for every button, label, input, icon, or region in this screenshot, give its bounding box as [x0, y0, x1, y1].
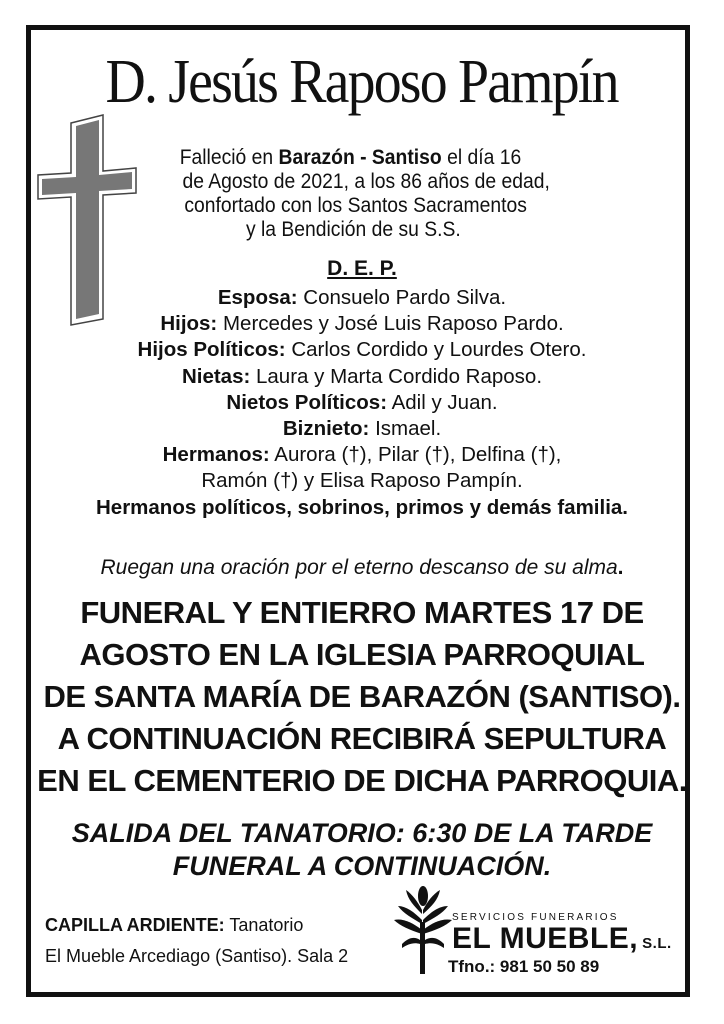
intro-date-age: de Agosto de 2021, a los 86 años de edad, — [182, 170, 550, 193]
funeral-follows: FUNERAL A CONTINUACIÓN. — [172, 851, 552, 881]
departure-time: SALIDA DEL TANATORIO: 6:30 DE LA TARDE — [71, 818, 653, 848]
dep-heading: D. E. P. — [327, 257, 397, 280]
logo-brand: EL MUEBLE, S.L. — [452, 922, 672, 955]
intro-text: Falleció en — [179, 146, 279, 169]
funeral-line: A CONTINUACIÓN RECIBIRÁ SEPULTURA — [57, 721, 667, 756]
funeral-details — [0, 592, 724, 802]
family-biznieto: Biznieto: Ismael. — [282, 417, 442, 441]
family-hermanos-cont: Ramón (†) y Elisa Raposo Pampín. — [201, 469, 523, 493]
chapel-label: CAPILLA ARDIENTE: — [45, 915, 225, 935]
death-announcement — [165, 146, 570, 242]
departure-info — [0, 817, 724, 883]
chapel-value: Tanatorio — [224, 915, 304, 935]
place-of-death: Barazón - Santiso — [278, 146, 442, 169]
family-hijos-politicos: Hijos Políticos: Carlos Cordido y Lourdes Otero. — [137, 338, 587, 362]
funeral-home-logo — [388, 882, 672, 982]
family-demas: Hermanos políticos, sobrinos, primos y demás familia. — [95, 495, 628, 519]
prayer-request: Ruegan una oración por el eterno descanso de su alma. — [100, 556, 624, 579]
family-nietas: Nietas: Laura y Marta Cordido Raposo. — [181, 364, 543, 388]
logo-phone: Tfno.: 981 50 50 89 — [448, 957, 600, 976]
intro-sacraments: confortado con los Santos Sacramentos — [184, 194, 527, 217]
chapel-location: El Mueble Arcediago (Santiso). Sala 2 — [45, 946, 349, 966]
family-nietos-politicos: Nietos Políticos: Adil y Juan. — [226, 390, 498, 414]
family-esposa: Esposa: Consuelo Pardo Silva. — [217, 286, 507, 309]
family-hermanos: Hermanos: Aurora (†), Pilar (†), Delfina (†), — [162, 443, 562, 467]
intro-text: el día 16 — [441, 146, 522, 169]
deceased-name: D. Jesús Raposo Pampín — [105, 48, 619, 116]
family-hijos: Hijos: Mercedes y José Luis Raposo Pardo. — [160, 312, 564, 336]
family-list — [0, 285, 724, 521]
logo-tagline: SERVICIOS FUNERARIOS — [452, 912, 619, 923]
chapel-info — [45, 910, 348, 972]
intro-blessing: y la Bendición de su S.S. — [245, 218, 461, 241]
funeral-line: AGOSTO EN LA IGLESIA PARROQUIAL — [79, 637, 645, 672]
funeral-line: EN EL CEMENTERIO DE DICHA PARROQUIA. — [37, 763, 687, 798]
funeral-line: FUNERAL Y ENTIERRO MARTES 17 DE — [80, 595, 644, 630]
funeral-line: DE SANTA MARÍA DE BARAZÓN (SANTISO). — [43, 679, 681, 714]
